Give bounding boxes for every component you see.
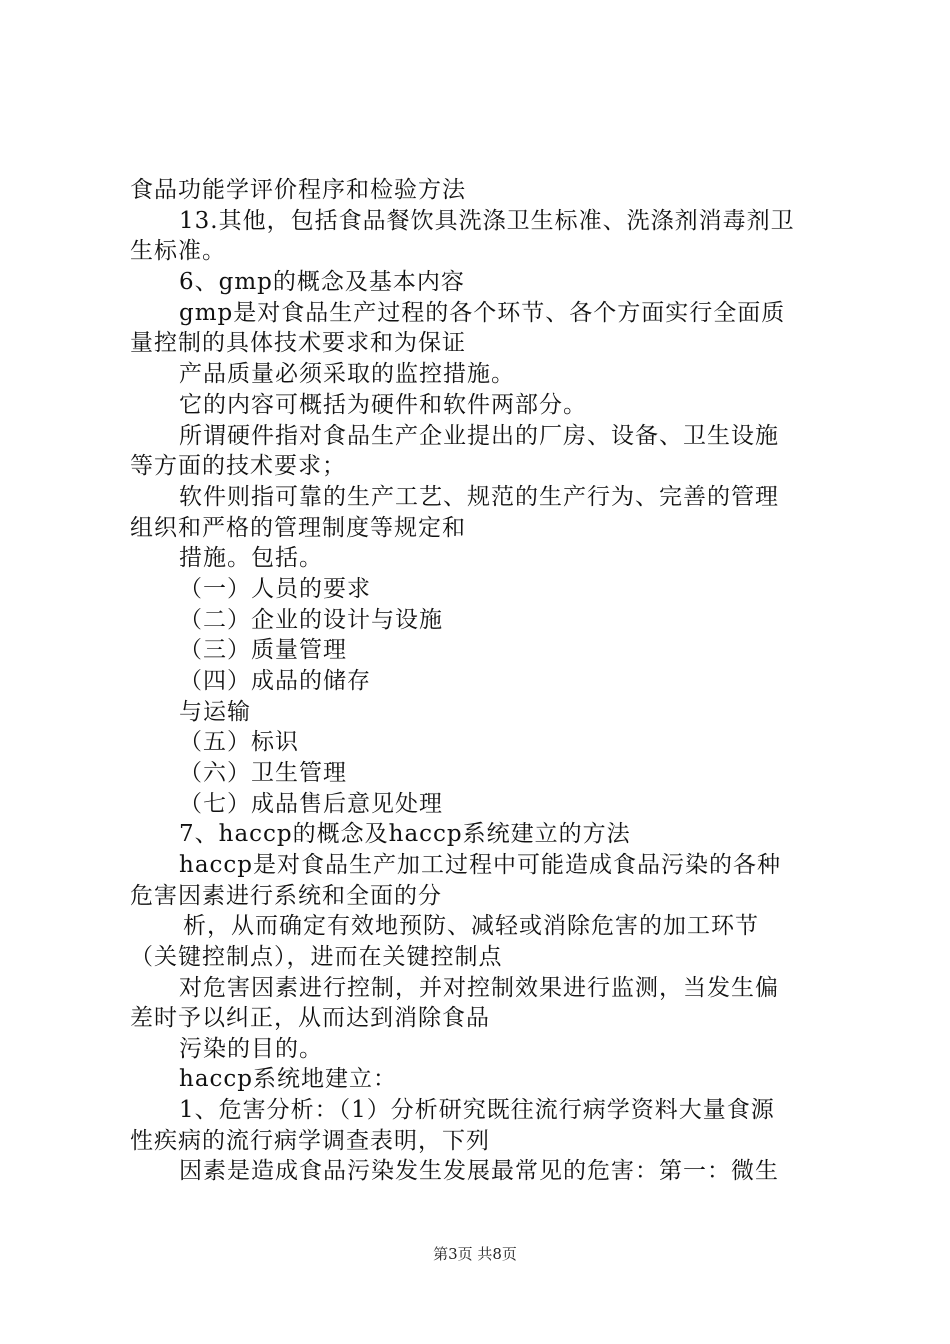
text-line-1: 食品功能学评价程序和检验方法 <box>130 177 466 203</box>
text-line-11: 软件则指可靠的生产工艺、规范的生产行为、完善的管理 <box>179 484 779 510</box>
text-line-21: （七）成品售后意见处理 <box>179 791 443 817</box>
text-line-4: 6、gmp的概念及基本内容 <box>179 269 465 295</box>
text-line-17: （四）成品的储存 <box>179 668 371 694</box>
text-line-5: gmp是对食品生产过程的各个环节、各个方面实行全面质 <box>179 300 786 326</box>
text-line-7: 产品质量必须采取的监控措施。 <box>179 361 515 387</box>
text-line-14: （一）人员的要求 <box>179 576 371 602</box>
text-line-32: 性疾病的流行病学调查表明，下列 <box>130 1128 490 1154</box>
text-line-3: 生标准。 <box>130 238 226 264</box>
text-line-28: 差时予以纠正，从而达到消除食品 <box>130 1005 490 1031</box>
text-line-15: （二）企业的设计与设施 <box>179 607 443 633</box>
text-line-23: haccp是对食品生产加工过程中可能造成食品污染的各种 <box>179 852 782 878</box>
text-line-31: 1、危害分析：（1）分析研究既往流行病学资料大量食源 <box>179 1097 775 1123</box>
text-line-29: 污染的目的。 <box>179 1036 323 1062</box>
text-line-25: 析，从而确定有效地预防、减轻或消除危害的加工环节 <box>183 913 759 939</box>
text-line-8: 它的内容可概括为硬件和软件两部分。 <box>179 392 587 418</box>
text-line-2: 13.其他，包括食品餐饮具洗涤卫生标准、洗涤剂消毒剂卫 <box>179 208 795 234</box>
text-line-19: （五）标识 <box>179 729 299 755</box>
text-line-10: 等方面的技术要求； <box>130 453 346 479</box>
text-line-13: 措施。包括。 <box>179 545 323 571</box>
text-line-30: haccp系统地建立： <box>179 1066 398 1092</box>
text-line-12: 组织和严格的管理制度等规定和 <box>130 515 466 541</box>
text-line-22: 7、haccp的概念及haccp系统建立的方法 <box>179 821 631 847</box>
text-line-9: 所谓硬件指对食品生产企业提出的厂房、设备、卫生设施 <box>179 423 779 449</box>
page-number-footer: 第3页 共8页 <box>433 1245 517 1263</box>
text-line-18: 与运输 <box>179 699 251 725</box>
text-line-20: （六）卫生管理 <box>179 760 347 786</box>
text-line-33: 因素是造成食品污染发生发展最常见的危害：第一：微生 <box>179 1158 779 1184</box>
text-line-27: 对危害因素进行控制，并对控制效果进行监测，当发生偏 <box>179 975 779 1001</box>
text-line-26: （关键控制点），进而在关键控制点 <box>130 944 503 970</box>
text-line-6: 量控制的具体技术要求和为保证 <box>130 330 466 356</box>
text-line-16: （三）质量管理 <box>179 637 347 663</box>
text-line-24: 危害因素进行系统和全面的分 <box>130 883 442 909</box>
